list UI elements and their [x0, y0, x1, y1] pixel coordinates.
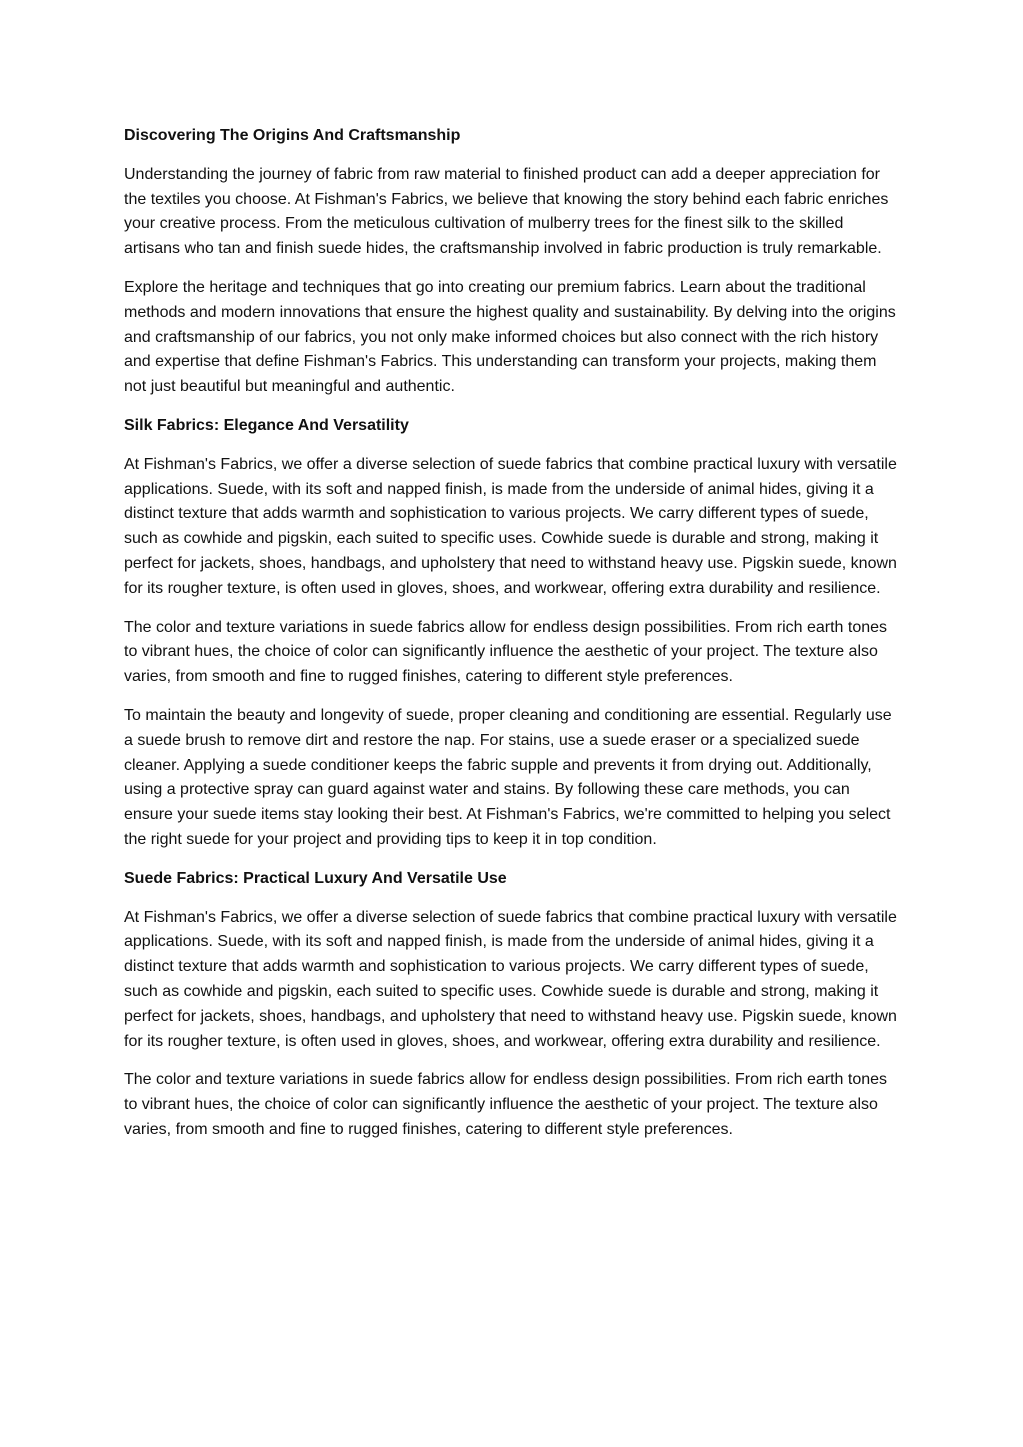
section-heading-origins: Discovering The Origins And Craftsmanship — [124, 127, 461, 144]
paragraph: The color and texture variations in suede fabrics allow for endless design possibilities. From rich earth tones to vibrant hues, the choice of color can significantly influence the aesthetic of your project. The texture also varies, from smooth and fine to rugged finishes, catering to different style preferences. — [124, 618, 888, 686]
paragraph: Understanding the journey of fabric from raw material to finished product can add a deeper appreciation for the textiles you choose. At Fishman's Fabrics, we believe that knowing the story behind each fabric enriches your creative process. From the meticulous cultivation of mulberry trees for the finest silk to the skilled artisans who tan and finish suede hides, the craftsmanship involved in fabric production is truly remarkable. — [124, 165, 889, 258]
section-heading-silk: Silk Fabrics: Elegance And Versatility — [124, 416, 409, 434]
paragraph: At Fishman's Fabrics, we offer a diverse selection of suede fabrics that combine practical luxury with versatile applications. Suede, with its soft and napped finish, is made from the underside of animal hides, giving it a distinct texture that adds warmth and sophistication to various projects. We carry different types of suede, such as cowhide and pigskin, each suited to specific uses. Cowhide suede is durable and strong, making it perfect for jackets, shoes, handbags, and upholstery that need to withstand heavy use. Pigskin suede, known for its rougher texture, is often used in gloves, shoes, and workwear, offering extra durability and resilience. — [124, 908, 897, 1050]
paragraph: Explore the heritage and techniques that go into creating our premium fabrics. Learn about the traditional methods and modern innovations that ensure the highest quality and sustainability. By delving into the origins and craftsmanship of our fabrics, you not only make informed choices but also connect with the rich history and expertise that define Fishman's Fabrics. This understanding can transform your projects, making them not just beautiful but meaningful and authentic. — [124, 278, 896, 396]
paragraph: To maintain the beauty and longevity of suede, proper cleaning and conditioning are essential. Regularly use a suede brush to remove dirt and restore the nap. For stains, use a suede eraser or a specialized suede cleaner. Applying a suede conditioner keeps the fabric supple and prevents it from drying out. Additionally, using a protective spray can guard against water and stains. By following these care methods, you can ensure your suede items stay looking their best. At Fishman's Fabrics, we're committed to helping you select the right suede for your project and providing tips to keep it in top condition. — [124, 706, 892, 848]
document-page — [124, 124, 902, 1157]
section-heading-suede: Suede Fabrics: Practical Luxury And Versatile Use — [124, 869, 507, 887]
paragraph: At Fishman's Fabrics, we offer a diverse selection of suede fabrics that combine practical luxury with versatile applications. Suede, with its soft and napped finish, is made from the underside of animal hides, giving it a distinct texture that adds warmth and sophistication to various projects. We carry different types of suede, such as cowhide and pigskin, each suited to specific uses. Cowhide suede is durable and strong, making it perfect for jackets, shoes, handbags, and upholstery that need to withstand heavy use. Pigskin suede, known for its rougher texture, is often used in gloves, shoes, and workwear, offering extra durability and resilience. — [124, 455, 897, 597]
paragraph: The color and texture variations in suede fabrics allow for endless design possibilities. From rich earth tones to vibrant hues, the choice of color can significantly influence the aesthetic of your project. The texture also varies, from smooth and fine to rugged finishes, catering to different style preferences. — [124, 1071, 888, 1138]
